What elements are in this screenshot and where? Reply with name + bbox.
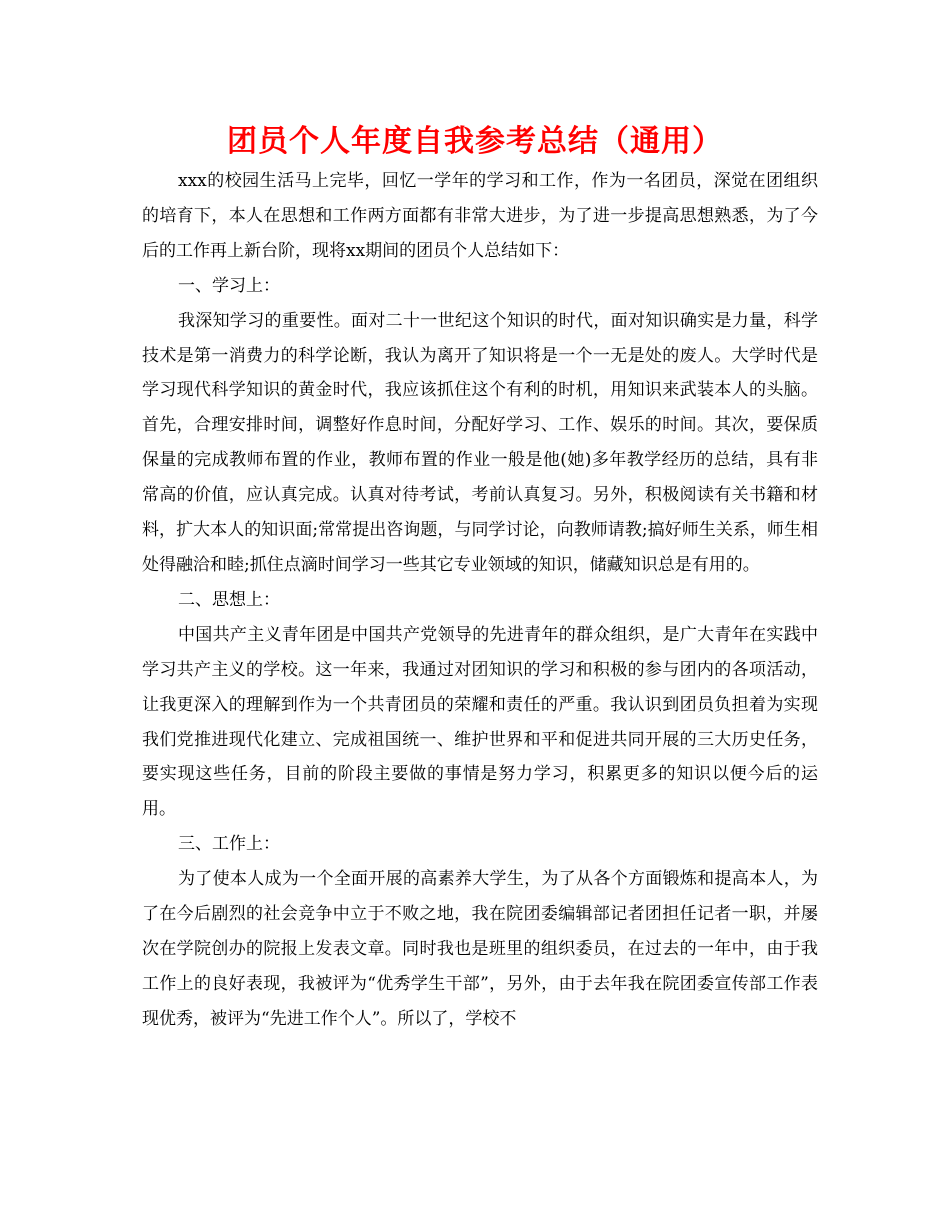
document-body	[142, 164, 818, 1037]
paragraph-work: 为了使本人成为一个全面开展的高素养大学生，为了从各个方面锻炼和提高本人，为了在今后剧烈的社会竞争中立于不败之地，我在院团委编辑部记者团担任记者一职，并屡次在学院创办的院报上发表文章。同时我也是班里的组织委员，在过去的一年中，由于我工作上的良好表现，我被评为“优秀学生干部”，另外，由于去年我在院团委宣传部工作表现优秀，被评为“先进工作个人”。所以了，学校不	[142, 869, 818, 1029]
paragraph-study: 我深知学习的重要性。面对二十一世纪这个知识的时代，面对知识确实是力量，科学技术是第一消费力的科学论断，我认为离开了知识将是一个一无是处的废人。大学时代是学习现代科学知识的黄金时代，我应该抓住这个有利的时机，用知识来武装本人的头脑。首先，合理安排时间，调整好作息时间，分配好学习、工作、娱乐的时间。其次，要保质保量的完成教师布置的作业，教师布置的作业一般是他(她)多年教学经历的总结，具有非常高的价值，应认真完成。认真对待考试，考前认真复习。另外，积极阅读有关书籍和材料，扩大本人的知识面;常常提出咨询题，与同学讨论，向教师请教;搞好师生关系，师生相处得融洽和睦;抓住点滴时间学习一些其它专业领域的知识，储藏知识总是有用的。	[142, 310, 818, 575]
section-heading-work: 三、工作上：	[178, 834, 280, 855]
document-title: 团员个人年度自我参考总结（通用）	[227, 124, 723, 159]
section-heading-study: 一、学习上：	[178, 275, 280, 296]
section-heading-thought: 二、思想上：	[178, 589, 280, 610]
paragraph-thought: 中国共产主义青年团是中国共产党领导的先进青年的群众组织，是广大青年在实践中学习共产主义的学校。这一年来，我通过对团知识的学习和积极的参与团内的各项活动，让我更深入的理解到作为一个共青团员的荣耀和责任的严重。我认识到团员负担着为实现我们党推进现代化建立、完成祖国统一、维护世界和平和促进共同开展的三大历史任务，要实现这些任务，目前的阶段主要做的事情是努力学习，积累更多的知识以便今后的运用。	[142, 624, 818, 820]
paragraph-intro: xxx的校园生活马上完毕，回忆一学年的学习和工作，作为一名团员，深觉在团组织的培育下，本人在思想和工作两方面都有非常大进步，为了进一步提高思想熟悉，为了今后的工作再上新台阶，现将xx期间的团员个人总结如下：	[142, 171, 818, 261]
